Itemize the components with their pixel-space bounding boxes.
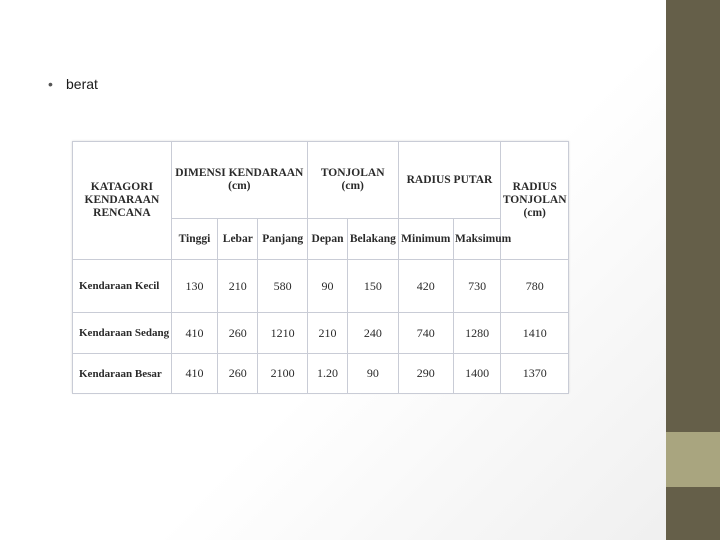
cell-front: 210 [307, 313, 347, 354]
cell-height: 410 [171, 313, 217, 354]
table-row [73, 260, 569, 313]
cell-rear: 240 [348, 313, 398, 354]
cell-maximum: 1280 [453, 313, 500, 354]
header-turning-radius: RADIUS PUTAR [398, 142, 501, 219]
cell-minimum: 420 [398, 260, 453, 313]
row-category: Kendaraan Besar [73, 354, 172, 394]
cell-length: 1210 [258, 313, 307, 354]
subheader-maximum: Maksimum [453, 219, 500, 260]
cell-overhang-radius: 1370 [501, 354, 569, 394]
subheader-front: Depan [307, 219, 347, 260]
header-category: KATAGORI KENDARAAN RENCANA [73, 142, 172, 260]
cell-overhang-radius: 1410 [501, 313, 569, 354]
row-category: Kendaraan Sedang [73, 313, 172, 354]
subheader-minimum: Minimum [398, 219, 453, 260]
cell-height: 410 [171, 354, 217, 394]
bullet-dot: • [48, 76, 53, 92]
cell-minimum: 740 [398, 313, 453, 354]
header-dimensions: DIMENSI KENDARAAN (cm) [171, 142, 307, 219]
cell-width: 210 [218, 260, 258, 313]
subheader-rear: Belakang [348, 219, 398, 260]
subheader-width: Lebar [218, 219, 258, 260]
cell-width: 260 [218, 354, 258, 394]
cell-length: 2100 [258, 354, 307, 394]
cell-minimum: 290 [398, 354, 453, 394]
cell-maximum: 1400 [453, 354, 500, 394]
vehicle-dimension-table-frame [72, 141, 569, 393]
table-row [73, 354, 569, 394]
cell-maximum: 730 [453, 260, 500, 313]
table-row [73, 313, 569, 354]
cell-rear: 90 [348, 354, 398, 394]
row-category: Kendaraan Kecil [73, 260, 172, 313]
side-band-light [666, 432, 720, 487]
cell-height: 130 [171, 260, 217, 313]
bullet-item [48, 76, 98, 92]
vehicle-dimension-table [72, 141, 569, 394]
cell-rear: 150 [348, 260, 398, 313]
header-overhang: TONJOLAN (cm) [307, 142, 398, 219]
header-overhang-radius: RADIUS TONJOLAN (cm) [501, 142, 569, 260]
cell-width: 260 [218, 313, 258, 354]
cell-front: 90 [307, 260, 347, 313]
cell-overhang-radius: 780 [501, 260, 569, 313]
cell-length: 580 [258, 260, 307, 313]
subheader-height: Tinggi [171, 219, 217, 260]
bullet-text: berat [66, 76, 98, 92]
subheader-length: Panjang [258, 219, 307, 260]
cell-front: 1.20 [307, 354, 347, 394]
